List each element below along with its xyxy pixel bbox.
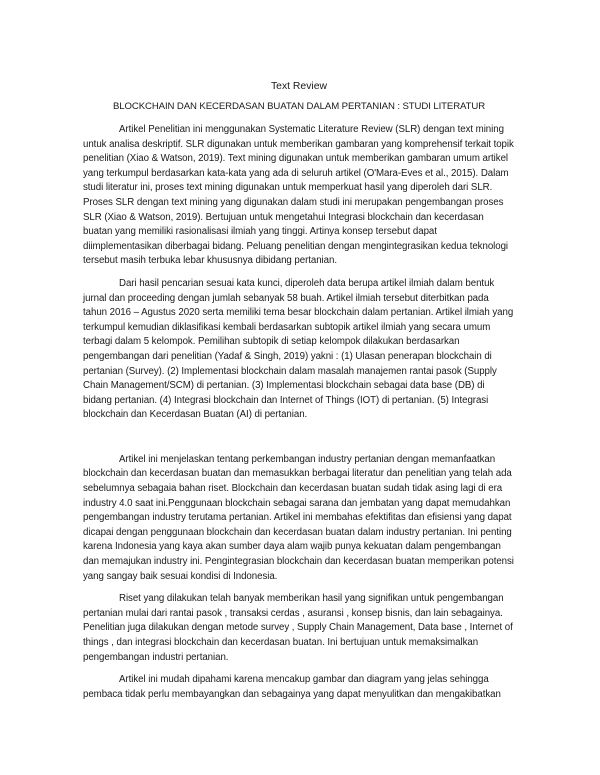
paragraph-1: Artikel Penelitian ini menggunakan Systematic Literature Review (SLR) dengan text mining untuk analisa deskriptif. SLR digunakan untuk memberikan gambaran yang komprehensif terkait topik penelitian (Xiao & Watson, 2019). Text mining digunakan untuk memberikan gambaran umum artikel yang terkumpul berdasarkan kata-kata yang ada di seluruh artikel (O'Mara-Eves et al., 2015). Dalam studi literatur ini, proses text mining digunakan untuk memperkuat hasil yang diperoleh dari SLR. Proses SLR dengan text mining yang digunakan dalam studi ini merupakan pengembangan proses SLR (Xiao & Watson, 2019). Bertujuan untuk mengetahui Integrasi blockchain dan kecerdasan buatan yang memiliki rasionalisasi ilmiah yang tinggi. Artinya konsep tersebut dapat diimplementasikan diberbagai bidang. Peluang penelitian dengan mengintegrasikan kedua teknologi tersebut masih terbuka lebar khususnya dibidang pertanian.	[83, 124, 514, 267]
paragraph-5: Artikel ini mudah dipahami karena mencakup gambar dan diagram yang jelas sehingga pembaca tidak perlu membayangkan dan sebagainya yang dapat menyulitkan dan mengakibatkan	[83, 674, 501, 700]
paragraph-3: Artikel ini menjelaskan tentang perkembangan industry pertanian dengan memanfaatkan blockchain dan kecerdasan buatan dan memasukkan berbagai literatur dan penelitian yang telah ada sebelumnya sebagaia bahan riset. Blockchain dan kecerdasan buatan sudah tidak asing lagi di era industry 4.0 saat ini.Penggunaan blockchain sebagai sarana dan jembatan yang dapat memudahkan pengembangan industry terutama pertanian. Artikel ini membahas efektifitas dan efisiensi yang dapat dicapai dengan penggunaan blockchain dan kecerdasan buatan dalam industry pertanian. Ini penting karena Indonesia yang kaya akan sumber daya alam wajib punya kekuatan dalam pengembangan dan memajukan industry ini. Pengintegrasian blockchain dan kecerdasan buatan memperikan potensi yang sangay baik sesuai kondisi di Indonesia.	[83, 453, 514, 582]
paragraph-4: Riset yang dilakukan telah banyak memberikan hasil yang signifikan untuk pengembangan pertanian mulai dari rantai pasok , transaksi cerdas , asuransi , konsep bisnis, dan lain sebagainya. Penelitian juga dilakukan dengan metode survey , Supply Chain Management, Data base , Internet of things , dan integrasi blockchain dan kecerdasan buatan. Ini bertujuan untuk memaksimalkan pengembangan industri pertanian.	[83, 593, 513, 663]
paragraph-2: Dari hasil pencarian sesuai kata kunci, diperoleh data berupa artikel ilmiah dalam bentuk jurnal dan proceeding dengan jumlah sebanyak 58 buah. Artikel ilmiah tersebut diterbitkan pada tahun 2016 – Agustus 2020 serta memiliki tema besar blockchain dalam pertanian. Artikel ilmiah yang terkumpul kemudian diklasifikasi kembali berdasarkan subtopik artikel ilmiah yang secara umum terbagi dalam 5 kelompok. Pemilihan subtopik di setiap kelompok dilakukan berdasarkan pengembangan dari penelitian (Yadaf & Singh, 2019) yakni : (1) Ulasan penerapan blockchain di pertanian (Survey). (2) Implementasi blockchain dalam masalah manajemen rantai pasok (Supply Chain Management/SCM) di pertanian. (3) Implementasi blockchain sebagai data base (DB) di bidang pertanian. (4) Integrasi blockchain dan Internet of Things (IOT) di pertanian. (5) Integrasi blockchain dan Kecerdasan Buatan (AI) di pertanian.	[83, 277, 514, 421]
document-body	[83, 80, 515, 710]
article-heading: BLOCKCHAIN DAN KECERDASAN BUATAN DALAM PERTANIAN : STUDI LITERATUR	[112, 101, 486, 112]
document-title: Text Review	[270, 81, 327, 92]
